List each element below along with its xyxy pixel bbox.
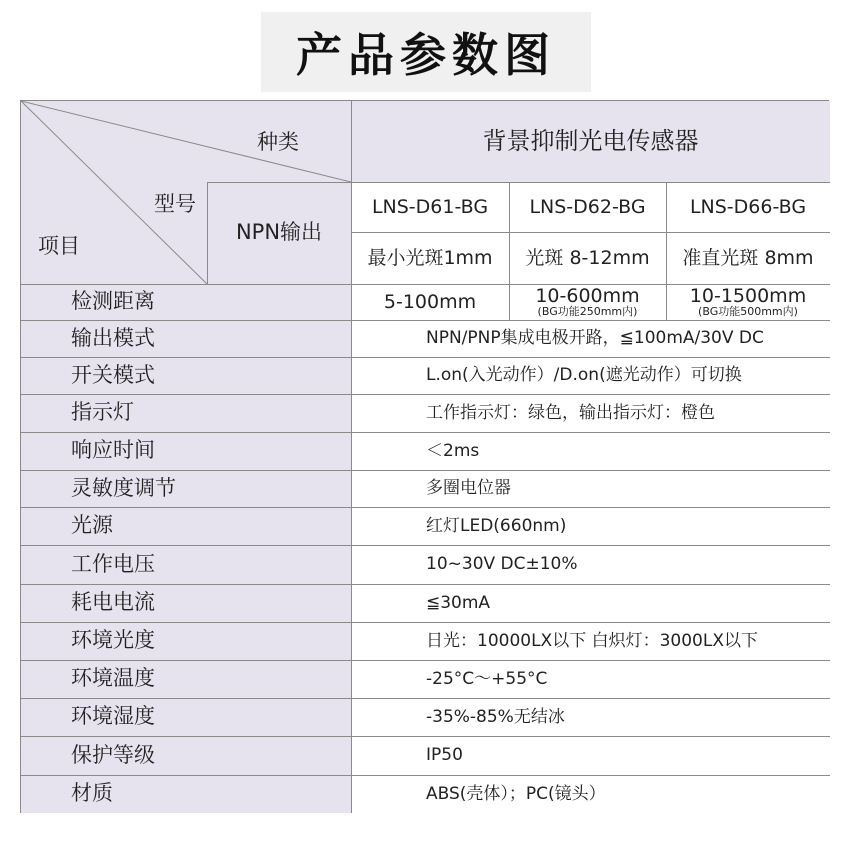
spec-value-output-mode: NPN/PNP集成电极开路，≦100mA/30V DC xyxy=(351,320,830,357)
grid-hline xyxy=(21,507,830,508)
category-value: 背景抑制光电传感器 xyxy=(351,101,830,182)
spec-value-current: ≦30mA xyxy=(351,584,830,622)
spec-value-material: ABS(壳体）；PC(镜头） xyxy=(351,775,830,813)
spec-label-switch-mode: 开关模式 xyxy=(21,357,351,394)
grid-hline xyxy=(21,432,830,433)
grid-hline xyxy=(21,736,830,737)
grid-hline xyxy=(21,698,830,699)
distance-d61 xyxy=(351,284,509,320)
spec-value-protection: IP50 xyxy=(351,736,830,775)
spec-label-ambient-humidity: 环境湿度 xyxy=(21,698,351,736)
spec-label-material: 材质 xyxy=(21,775,351,813)
model-d62: LNS-D62-BG xyxy=(509,182,666,232)
grid-hline xyxy=(21,584,830,585)
grid-hline xyxy=(21,357,830,358)
spec-value-ambient-light: 日光：10000LX以下 白炽灯：3000LX以下 xyxy=(351,622,830,660)
grid-hline xyxy=(21,394,830,395)
spec-value-response-time: ＜2ms xyxy=(351,432,830,470)
page-title: 产品参数图 xyxy=(296,28,556,82)
grid-vline-model-2 xyxy=(666,182,667,320)
spec-value-ambient-humidity: -35%-85%无结冰 xyxy=(351,698,830,736)
grid-vline-model-1 xyxy=(509,182,510,320)
spec-value-switch-mode: L.on(入光动作）/D.on(遮光动作）可切换 xyxy=(351,357,830,394)
spec-value-ambient-temp: -25°C～+55°C xyxy=(351,660,830,698)
spec-value-sensitivity: 多圈电位器 xyxy=(351,470,830,507)
spot-d66: 准直光斑 8mm xyxy=(666,232,830,284)
grid-hline-header xyxy=(207,182,830,183)
distance-d61-main: 5-100mm xyxy=(383,290,477,313)
grid-hline xyxy=(21,470,830,471)
grid-hline xyxy=(21,660,830,661)
spec-table xyxy=(20,100,829,813)
distance-d66-note: (BG功能500mm内) xyxy=(698,305,798,318)
distance-d62-main: 10-600mm xyxy=(535,285,640,307)
model-d66: LNS-D66-BG xyxy=(666,182,830,232)
spec-value-voltage: 10~30V DC±10% xyxy=(351,545,830,584)
spec-label-light-source: 光源 xyxy=(21,507,351,545)
spec-value-light-source: 红灯LED(660nm) xyxy=(351,507,830,545)
category-label: 种类 xyxy=(257,130,299,155)
title-banner xyxy=(261,12,591,92)
spec-value-indicator: 工作指示灯：绿色，输出指示灯：橙色 xyxy=(351,394,830,432)
spec-label-current: 耗电电流 xyxy=(21,584,351,622)
grid-vline-main xyxy=(351,101,352,813)
distance-d62 xyxy=(509,284,666,320)
item-label: 项目 xyxy=(38,234,80,259)
spec-label-protection: 保护等级 xyxy=(21,736,351,775)
spec-label-output-mode: 输出模式 xyxy=(21,320,351,357)
distance-label: 检测距离 xyxy=(21,284,351,320)
model-label: 型号 xyxy=(154,192,196,217)
grid-vline-output xyxy=(207,182,208,284)
spec-label-sensitivity: 灵敏度调节 xyxy=(21,470,351,507)
distance-d62-note: (BG功能250mm内) xyxy=(537,305,638,318)
spec-label-ambient-temp: 环境温度 xyxy=(21,660,351,698)
grid-hline xyxy=(21,320,830,321)
grid-hline xyxy=(21,622,830,623)
spot-d61: 最小光斑1mm xyxy=(351,232,509,284)
spec-label-response-time: 响应时间 xyxy=(21,432,351,470)
spot-d62: 光斑 8-12mm xyxy=(509,232,666,284)
diagonal-line-short xyxy=(21,101,351,182)
spec-label-indicator: 指示灯 xyxy=(21,394,351,432)
model-d61: LNS-D61-BG xyxy=(351,182,509,232)
distance-d66 xyxy=(666,284,830,320)
output-label: NPN输出 xyxy=(235,220,323,245)
distance-d66-main: 10-1500mm xyxy=(689,285,807,307)
spec-label-ambient-light: 环境光度 xyxy=(21,622,351,660)
grid-hline xyxy=(21,775,830,776)
spec-label-voltage: 工作电压 xyxy=(21,545,351,584)
grid-hline xyxy=(21,284,830,285)
grid-hline-models xyxy=(351,232,830,233)
grid-hline xyxy=(21,545,830,546)
